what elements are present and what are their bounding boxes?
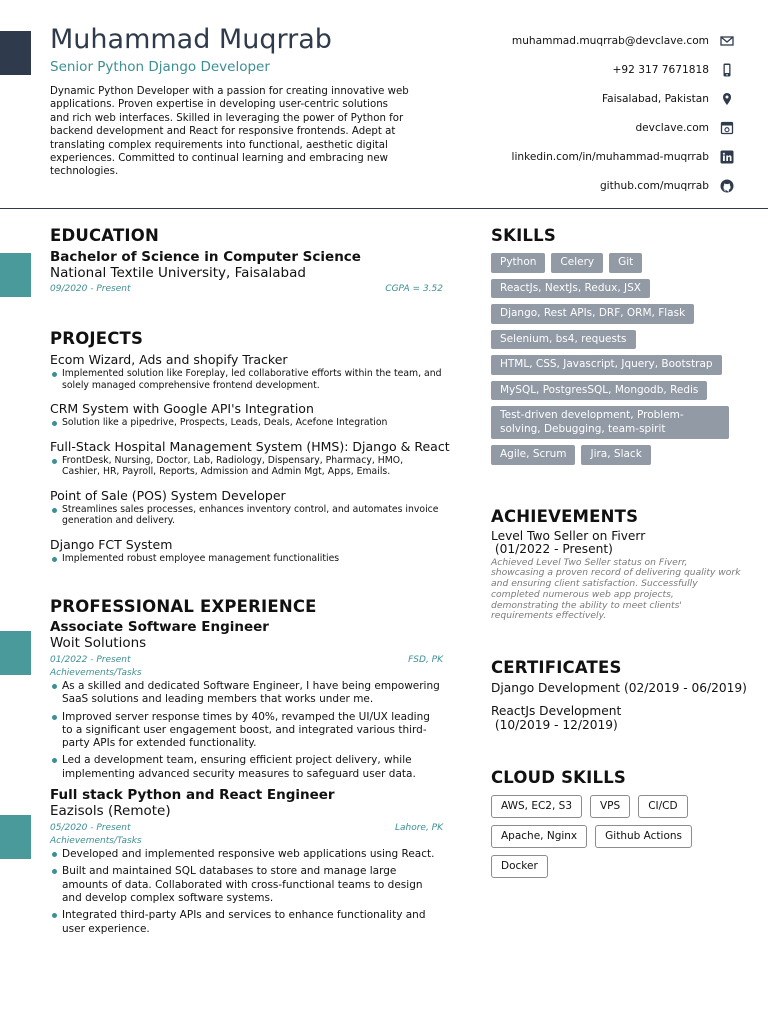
- skill-tag: Selenium, bs4, requests: [491, 330, 636, 350]
- contact-list: [434, 26, 734, 200]
- github-icon: [720, 179, 734, 193]
- project-item: [50, 401, 443, 429]
- job-entry: [50, 619, 443, 781]
- contact-website[interactable]: [434, 113, 734, 142]
- contact-email[interactable]: [434, 26, 734, 55]
- education-cgpa: CGPA = 3.52: [385, 284, 443, 294]
- project-title: Full-Stack Hospital Management System (HMS): Django & React: [50, 438, 450, 454]
- project-title: Point of Sale (POS) System Developer: [50, 487, 286, 503]
- right-column: [491, 226, 747, 878]
- job-bullets: [50, 848, 443, 936]
- experience-heading: PROFESSIONAL EXPERIENCE: [50, 597, 317, 616]
- skill-tag: Agile, Scrum: [491, 445, 575, 465]
- certificate-item: ReactJs Development (10/2019 - 12/2019): [491, 704, 622, 733]
- project-bullets: [50, 455, 443, 478]
- tasks-label: Achievements/Tasks: [50, 668, 142, 678]
- job-title: Associate Software Engineer: [50, 619, 269, 635]
- skill-tag: Django, Rest APIs, DRF, ORM, Flask: [491, 304, 694, 324]
- achievement-description: Achieved Level Two Seller status on Fiverr, showcasing a proven record of delivering quality work and ensuring client satisfaction. Successfully completed numerous web app projects, demonstrating the ability to meet clients' requirements effectively.: [491, 556, 741, 622]
- skill-tag: HTML, CSS, Javascript, Jquery, Bootstrap: [491, 355, 722, 375]
- job-meta: [50, 823, 443, 833]
- job-bullet: As a skilled and dedicated Software Engineer, I have being empowering SaaS solutions and leading members that works under me.: [50, 680, 443, 707]
- cloud-skill-tag: AWS, EC2, S3: [491, 795, 582, 818]
- achievement-title: Level Two Seller on Fiverr (01/2022 - Present): [491, 528, 646, 556]
- cloud-skill-tag: Github Actions: [595, 825, 692, 848]
- skill-tag: ReactJs, NextJs, Redux, JSX: [491, 279, 650, 299]
- candidate-role: Senior Python Django Developer: [50, 59, 270, 75]
- project-item: [50, 438, 450, 478]
- linkedin-icon: [720, 150, 734, 164]
- left-column: [50, 226, 450, 940]
- skills-heading: SKILLS: [491, 226, 556, 245]
- contact-github[interactable]: [434, 171, 734, 200]
- skill-tag: MySQL, PostgresSQL, Mongodb, Redis: [491, 381, 707, 401]
- job-bullet: Developed and implemented responsive web applications using React.: [50, 848, 443, 861]
- project-bullet: Streamlines sales processes, enhances inventory control, and automates invoice generation and delivery.: [50, 504, 443, 527]
- phone-icon: [720, 63, 734, 77]
- project-title: Django FCT System: [50, 536, 173, 552]
- job-company: Eazisols (Remote): [50, 803, 171, 820]
- resume-header: [0, 0, 768, 209]
- project-bullet: Implemented robust employee management functionalities: [50, 553, 443, 565]
- job-bullet: Built and maintained SQL databases to store and manage large amounts of data. Collaborated with cross-functional teams to design and develop complex software systems.: [50, 865, 443, 905]
- education-school: National Textile University, Faisalabad: [50, 265, 306, 281]
- cloud-skill-tag: Docker: [491, 855, 548, 878]
- project-item: [50, 352, 443, 391]
- tasks-label: Achievements/Tasks: [50, 836, 142, 847]
- job-bullets: [50, 680, 443, 781]
- contact-email-text[interactable]: muhammad.muqrrab@devclave.com: [511, 34, 709, 47]
- job-bullet: Integrated third-party APIs and services to enhance functionality and user experience.: [50, 909, 443, 936]
- certificates-heading: CERTIFICATES: [491, 658, 622, 678]
- cloud-skills-heading: CLOUD SKILLS: [491, 768, 627, 788]
- email-icon: [720, 34, 734, 48]
- contact-location-text: Faisalabad, Pakistan: [601, 92, 709, 105]
- contact-website-text[interactable]: devclave.com: [635, 121, 709, 134]
- contact-phone-text[interactable]: +92 317 7671818: [612, 63, 709, 76]
- project-bullets: [50, 368, 443, 391]
- contact-linkedin-text[interactable]: linkedin.com/in/muhammad-muqrrab: [511, 150, 709, 163]
- job-dates: 05/2020 - Present: [50, 823, 131, 834]
- certificate-item: Django Development (02/2019 - 06/2019): [491, 681, 747, 696]
- education-dates: 09/2020 - Present: [50, 284, 131, 294]
- project-bullets: [50, 553, 443, 565]
- cloud-skill-tag: VPS: [590, 795, 630, 818]
- achievements-heading: ACHIEVEMENTS: [491, 506, 639, 526]
- cloud-skills-tag-list: [491, 795, 741, 878]
- skills-tag-list: [491, 253, 741, 465]
- education-accent-block: [0, 253, 31, 297]
- job-entry: [50, 787, 443, 936]
- job-title: Full stack Python and React Engineer: [50, 787, 335, 804]
- job-accent-block-1: [0, 631, 31, 675]
- skill-tag: Celery: [551, 253, 603, 273]
- candidate-name: Muhammad Muqrrab: [50, 24, 332, 55]
- project-bullets: [50, 504, 443, 527]
- job-accent-block-2: [0, 815, 31, 859]
- project-bullets: [50, 417, 443, 429]
- job-location: FSD, PK: [408, 655, 443, 665]
- education-degree: Bachelor of Science in Computer Science: [50, 249, 361, 265]
- skill-tag: Test-driven development, Problem-solving, Debugging, team-spirit: [491, 406, 729, 439]
- project-item: [50, 488, 443, 527]
- job-meta: [50, 655, 443, 665]
- website-icon: [720, 121, 734, 135]
- location-pin-icon: [720, 92, 734, 106]
- project-bullet: FrontDesk, Nursing, Doctor, Lab, Radiology, Dispensary, Pharmacy, HMO, Cashier, HR, Payroll, Reports, Admission and Admin Mgt, Apps, Emails.: [50, 455, 443, 478]
- project-title: Ecom Wizard, Ads and shopify Tracker: [50, 352, 288, 367]
- contact-github-text[interactable]: github.com/muqrrab: [599, 179, 709, 192]
- job-company: Woit Solutions: [50, 635, 147, 651]
- project-bullet: Implemented solution like Foreplay, led collaborative efforts within the team, and solely managed comprehensive frontend development.: [50, 368, 443, 391]
- skill-tag: Git: [609, 253, 642, 273]
- job-dates: 01/2022 - Present: [50, 655, 131, 665]
- project-item: [50, 537, 443, 565]
- job-bullet: Improved server response times by 40%, revamped the UI/UX leading to a significant user engagement boost, and integrated various third-party APIs for extended functionality.: [50, 711, 443, 751]
- skill-tag: Python: [491, 253, 545, 273]
- education-meta: [50, 284, 443, 294]
- contact-phone[interactable]: [434, 55, 734, 84]
- cloud-skill-tag: CI/CD: [638, 795, 687, 818]
- profile-summary: Dynamic Python Developer with a passion for creating innovative web applications. Proven expertise in developing user-centric solutions and rich web interfaces. Skilled in leveraging the power of Python for backend development and React for responsive frontends. Adept at translating complex requirements into functional, aesthetic digital experiences. Committed to continual learning and embracing new technologies.: [50, 86, 409, 178]
- projects-heading: PROJECTS: [50, 329, 144, 348]
- job-location: Lahore, PK: [394, 823, 443, 834]
- contact-location: [434, 84, 734, 113]
- skill-tag: Jira, Slack: [581, 445, 650, 465]
- project-title: CRM System with Google API's Integration: [50, 401, 314, 416]
- project-bullet: Solution like a pipedrive, Prospects, Leads, Deals, Acefone Integration: [50, 417, 443, 429]
- job-bullet: Led a development team, ensuring efficient project delivery, while implementing advanced security measures to safeguard user data.: [50, 754, 443, 781]
- cloud-skill-tag: Apache, Nginx: [491, 825, 587, 848]
- education-heading: EDUCATION: [50, 226, 159, 245]
- contact-linkedin[interactable]: [434, 142, 734, 171]
